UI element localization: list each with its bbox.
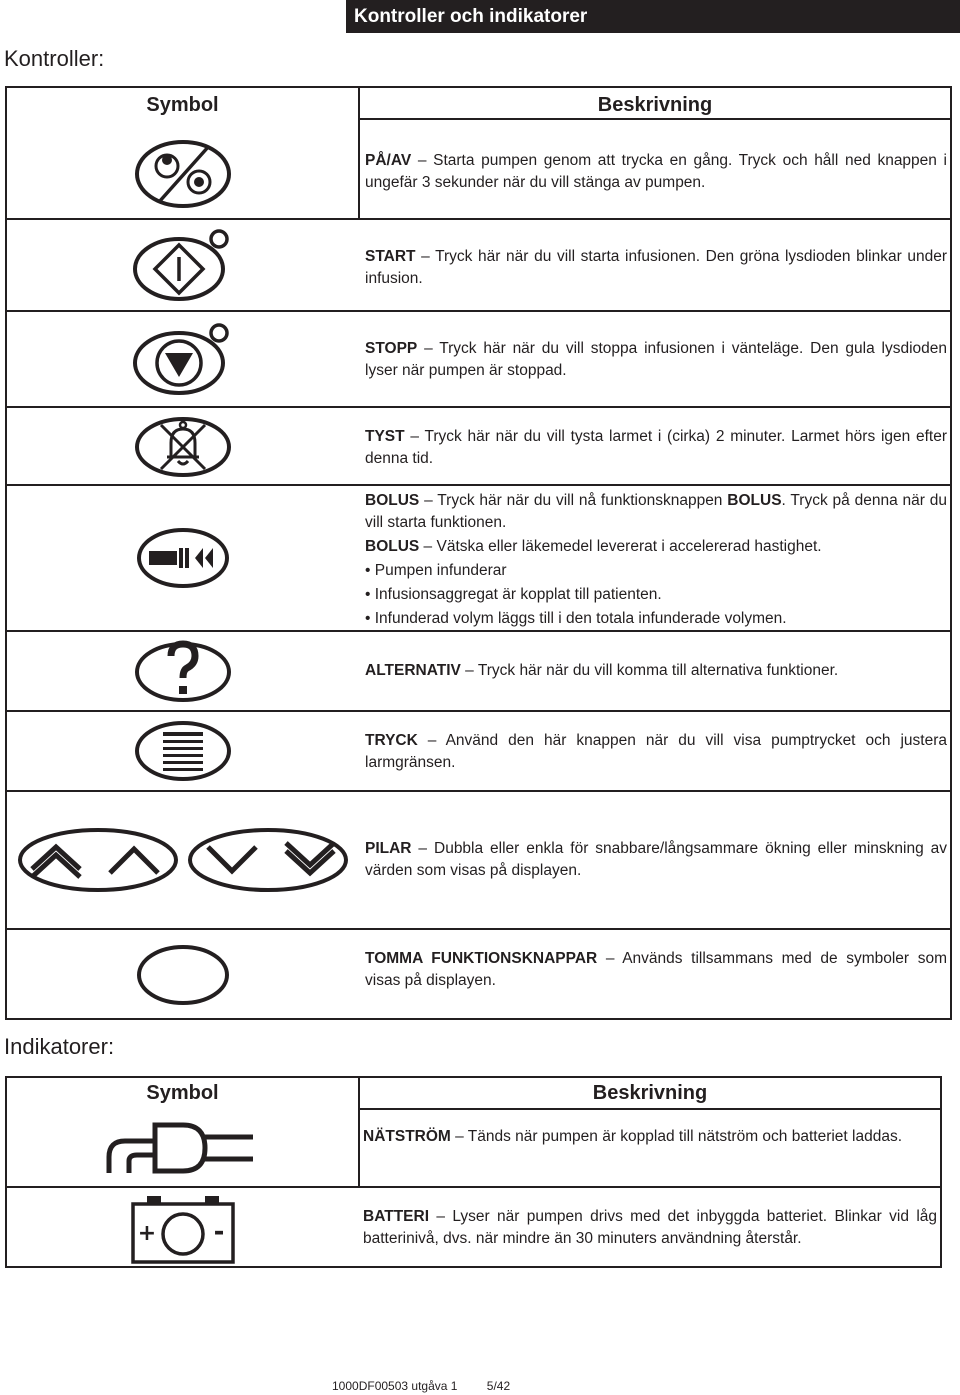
controls-table xyxy=(5,86,952,1020)
label-start: START xyxy=(365,248,416,265)
indicators-col-symbol: Symbol xyxy=(146,1082,219,1104)
header-bar xyxy=(346,0,960,33)
battery-icon xyxy=(7,1188,358,1268)
label-silence: TYST xyxy=(365,428,405,445)
desc-start: START – Tryck här när du vill starta infusionen. Den gröna lysdioden blinkar under infusion. xyxy=(365,248,947,287)
empty-key-icon xyxy=(7,930,358,1020)
label-stop: STOPP xyxy=(365,340,418,357)
desc-mains: NÄTSTRÖM – Tänds när pumpen är kopplad till nätström och batteriet laddas. xyxy=(363,1128,903,1145)
desc-bolus: BOLUS – Tryck här när du vill nå funktionsknappen BOLUS. Tryck på denna när du vill starta funktionen. BOLUS – Vätska eller läkemedel levererat i accelererad hastighet. • Pumpen infunderar • Infusionsaggregat är kopplat till patienten. • Infunderad volym läggs till i den totala infunderade volymen. xyxy=(365,490,947,630)
indicators-col-description: Beskrivning xyxy=(592,1082,708,1104)
bolus-icon xyxy=(7,486,358,630)
desc-empty-keys: TOMMA FUNKTIONSKNAPPAR – Används tillsammans med de symboler som visas på displayen. xyxy=(365,950,947,989)
silence-icon xyxy=(7,408,358,484)
start-icon xyxy=(7,220,358,310)
mains-plug-icon xyxy=(7,1106,358,1186)
page-footer xyxy=(332,1379,536,1393)
label-alternative: ALTERNATIV xyxy=(365,662,461,679)
desc-stop: STOPP – Tryck här när du vill stoppa infusionen i vänteläge. Den gula lysdioden lyser när pumpen är stoppad. xyxy=(365,340,947,379)
list-item: • Pumpen infunderar xyxy=(365,562,507,579)
desc-pressure: TRYCK – Använd den här knappen när du vill visa pumptrycket och justera larmgränsen. xyxy=(365,732,947,771)
battery-minus-label: - xyxy=(213,1217,224,1247)
label-bolus: BOLUS xyxy=(365,492,420,509)
label-empty-keys: TOMMA FUNKTIONSKNAPPAR xyxy=(365,950,598,967)
page-header-title: Kontroller och indikatorer xyxy=(354,6,588,27)
list-item: • Infusionsaggregat är kopplat till patienten. xyxy=(365,586,662,603)
question-icon xyxy=(7,632,358,710)
desc-on-off: PÅ/AV – Starta pumpen genom att trycka en gång. Tryck och håll ned knappen i ungefär 3 sekunder när du vill stänga av pumpen. xyxy=(365,152,947,191)
desc-battery: BATTERI – Lyser när pumpen drivs med det inbyggda batteriet. Blinkar vid låg batterinivå, dvs. när mindre än 30 minuters användning återstår. xyxy=(363,1208,938,1247)
label-bolus-2: BOLUS xyxy=(365,538,420,555)
label-pressure: TRYCK xyxy=(365,732,418,749)
footer-doc-id: 1000DF00503 utgåva 1 xyxy=(332,1379,458,1393)
desc-silence: TYST – Tryck här när du vill tysta larmet i (cirka) 2 minuter. Larmet hörs igen efter denna tid. xyxy=(365,428,948,467)
list-item: • Infunderad volym läggs till i den totala infunderade volymen. xyxy=(365,610,787,627)
controls-col-symbol: Symbol xyxy=(146,94,219,116)
controls-col-description: Beskrivning xyxy=(597,94,713,116)
pressure-icon xyxy=(7,712,358,790)
stop-icon xyxy=(7,312,358,406)
desc-arrows: PILAR – Dubbla eller enkla för snabbare/långsammare ökning eller minskning av värden som visas på displayen. xyxy=(365,840,947,879)
indicators-table xyxy=(5,1076,942,1268)
footer-page-number: 5/42 xyxy=(486,1379,511,1393)
desc-alternative: ALTERNATIV – Tryck här när du vill komma till alternativa funktioner. xyxy=(365,662,839,679)
label-on-off: PÅ/AV xyxy=(365,152,412,169)
label-arrows: PILAR xyxy=(365,840,412,857)
arrows-icon xyxy=(7,792,358,928)
indicators-section-title: Indikatorer: xyxy=(4,1034,115,1059)
battery-plus-label: + xyxy=(137,1221,156,1246)
label-battery: BATTERI xyxy=(363,1208,430,1225)
controls-section-title: Kontroller: xyxy=(4,46,105,71)
label-mains: NÄTSTRÖM xyxy=(363,1128,451,1145)
on-off-icon xyxy=(7,130,358,218)
